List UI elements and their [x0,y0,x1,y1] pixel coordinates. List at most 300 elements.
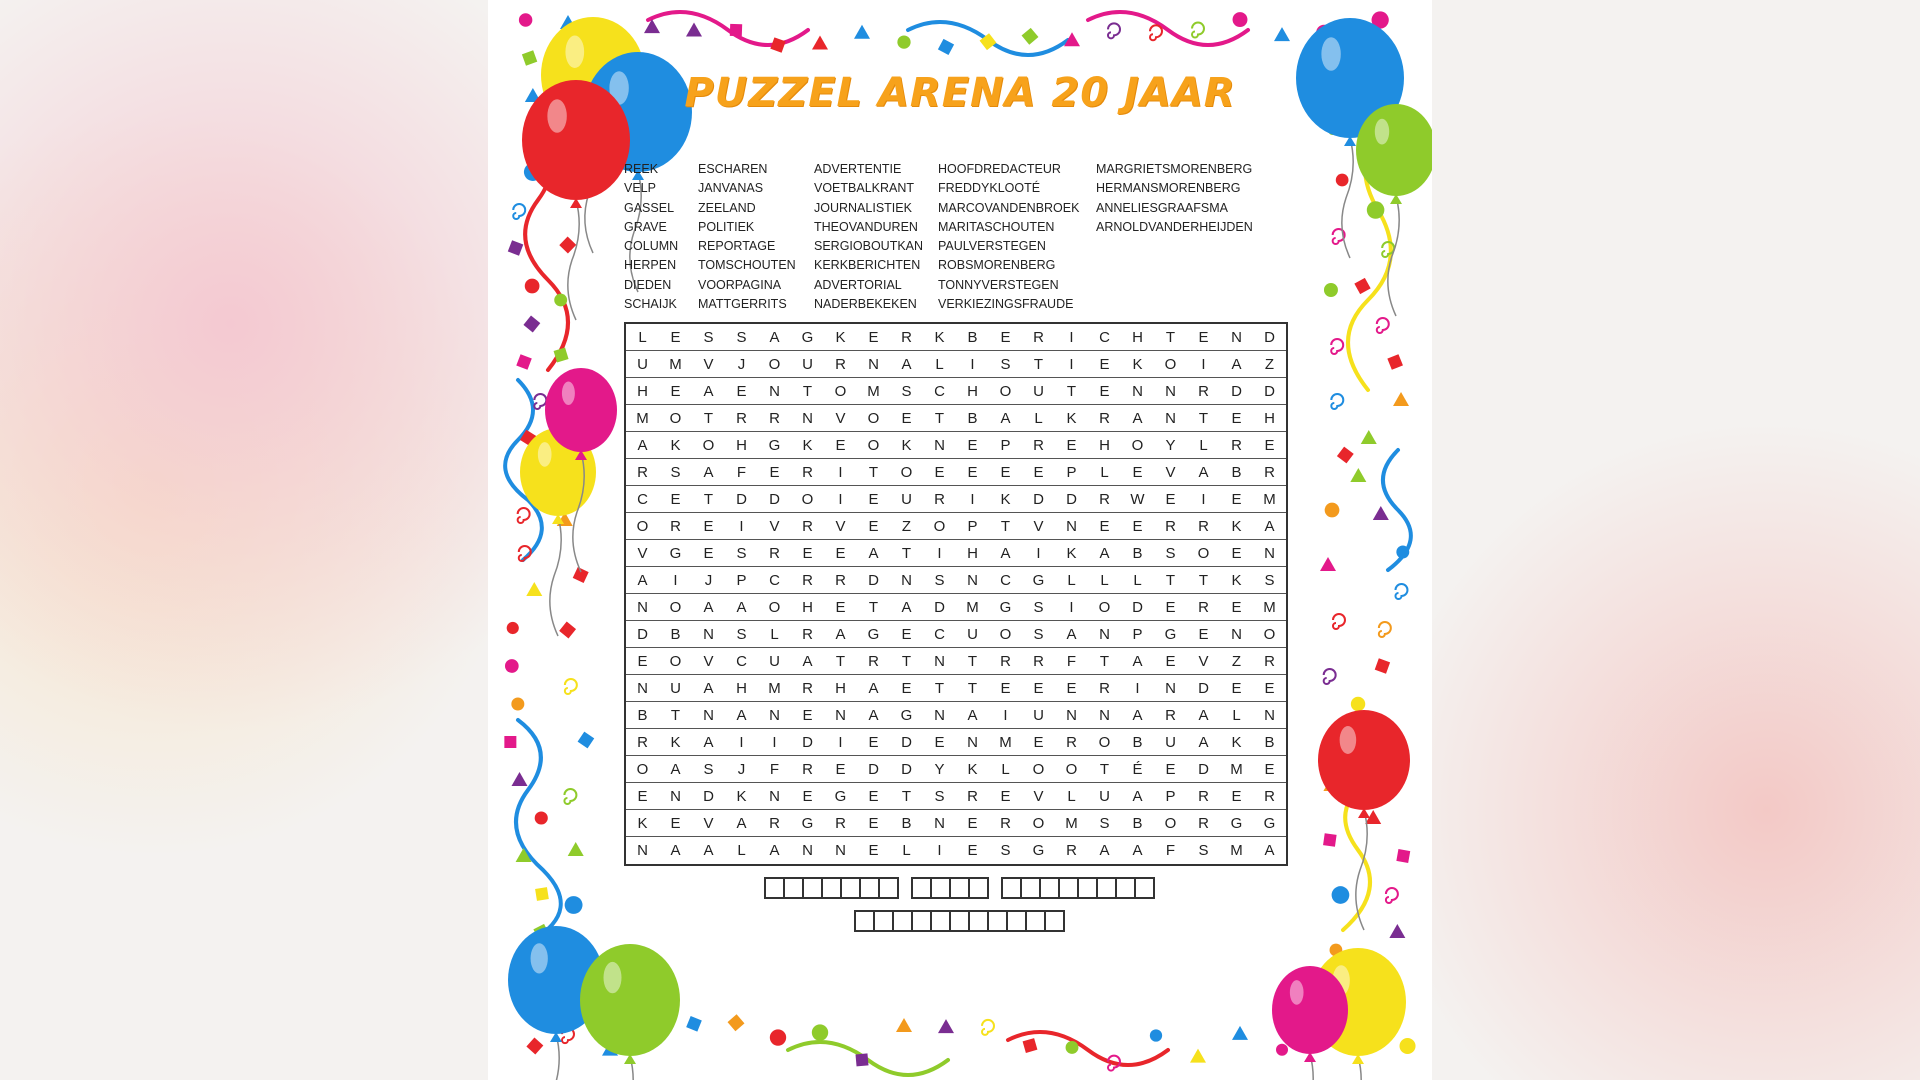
grid-letter[interactable]: H [725,675,758,702]
grid-letter[interactable]: S [1022,594,1055,621]
grid-letter[interactable]: B [956,324,989,351]
grid-letter[interactable]: N [1220,621,1253,648]
grid-letter[interactable]: O [1154,351,1187,378]
grid-letter[interactable]: S [692,756,725,783]
grid-letter[interactable]: E [659,378,692,405]
grid-letter[interactable]: B [1121,729,1154,756]
grid-letter[interactable]: G [824,783,857,810]
grid-letter[interactable]: M [1253,486,1286,513]
grid-letter[interactable]: A [692,594,725,621]
answer-letter-box[interactable] [802,877,823,899]
grid-letter[interactable]: E [1253,675,1286,702]
grid-letter[interactable]: E [1088,351,1121,378]
grid-letter[interactable]: D [857,567,890,594]
grid-letter[interactable]: I [1121,675,1154,702]
grid-letter[interactable]: E [824,432,857,459]
grid-letter[interactable]: N [637,842,648,859]
grid-letter[interactable]: K [1220,729,1253,756]
grid-letter[interactable]: O [1022,756,1055,783]
grid-letter[interactable]: S [1022,621,1055,648]
grid-letter[interactable]: S [1088,810,1121,837]
grid-letter[interactable]: A [890,351,923,378]
grid-letter[interactable]: M [857,378,890,405]
grid-letter[interactable]: V [1022,513,1055,540]
grid-letter[interactable]: H [1121,324,1154,351]
grid-letter[interactable]: R [626,729,659,756]
grid-letter[interactable]: T [890,540,923,567]
grid-letter[interactable]: N [626,594,659,621]
grid-letter[interactable]: A [857,675,890,702]
answer-letter-box[interactable] [949,877,970,899]
grid-letter[interactable]: I [824,486,857,513]
grid-letter[interactable]: I [824,729,857,756]
grid-letter[interactable]: R [1187,513,1220,540]
grid-letter[interactable]: R [1055,729,1088,756]
grid-letter[interactable]: E [1088,513,1121,540]
grid-letter[interactable]: D [1253,324,1286,351]
grid-letter[interactable]: E [1154,486,1187,513]
grid-letter[interactable]: K [791,432,824,459]
grid-letter[interactable]: H [791,594,824,621]
grid-letter[interactable]: A [1121,702,1154,729]
grid-letter[interactable]: O [989,378,1022,405]
grid-letter[interactable]: D [890,756,923,783]
grid-letter[interactable]: T [857,594,890,621]
grid-letter[interactable]: K [1220,567,1253,594]
grid-letter[interactable]: D [923,594,956,621]
answer-letter-box[interactable] [949,910,970,932]
grid-letter[interactable]: B [659,621,692,648]
answer-letter-box[interactable] [1020,877,1041,899]
grid-letter[interactable]: A [769,842,780,859]
grid-letter[interactable]: N [1055,513,1088,540]
answer-letter-box[interactable] [1134,877,1155,899]
grid-letter[interactable]: D [1187,756,1220,783]
grid-letter[interactable]: E [1088,378,1121,405]
grid-letter[interactable]: B [890,810,923,837]
grid-letter[interactable]: U [626,351,659,378]
grid-letter[interactable]: R [824,567,857,594]
grid-letter[interactable]: M [758,675,791,702]
grid-letter[interactable]: A [956,702,989,729]
grid-letter[interactable]: R [1154,702,1187,729]
grid-letter[interactable]: A [692,378,725,405]
answer-letter-box[interactable] [968,910,989,932]
grid-letter[interactable]: C [626,486,659,513]
grid-letter[interactable]: N [1154,378,1187,405]
grid-letter[interactable]: A [725,810,758,837]
grid-letter[interactable]: V [824,405,857,432]
answer-letter-box[interactable] [1039,877,1060,899]
grid-letter[interactable]: S [725,621,758,648]
grid-letter[interactable]: F [1055,648,1088,675]
answer-letter-box[interactable] [854,910,875,932]
grid-letter[interactable]: T [1055,378,1088,405]
grid-letter[interactable]: E [1154,648,1187,675]
grid-letter[interactable]: C [758,567,791,594]
grid-letter[interactable]: H [626,378,659,405]
grid-letter[interactable]: N [956,567,989,594]
grid-letter[interactable]: N [1154,675,1187,702]
grid-letter[interactable]: K [1121,351,1154,378]
grid-letter[interactable]: I [824,459,857,486]
grid-letter[interactable]: D [1253,378,1286,405]
grid-letter[interactable]: I [758,729,791,756]
grid-letter[interactable]: A [824,621,857,648]
grid-letter[interactable]: O [989,621,1022,648]
grid-letter[interactable]: C [923,621,956,648]
grid-letter[interactable]: R [758,540,791,567]
grid-letter[interactable]: I [725,729,758,756]
grid-letter[interactable]: A [989,540,1022,567]
grid-letter[interactable]: E [956,810,989,837]
grid-letter[interactable]: E [626,648,659,675]
grid-letter[interactable]: T [1187,405,1220,432]
grid-letter[interactable]: L [1055,567,1088,594]
grid-letter[interactable]: O [626,513,659,540]
grid-letter[interactable]: D [857,756,890,783]
grid-letter[interactable]: L [1088,459,1121,486]
grid-letter[interactable]: I [1055,351,1088,378]
grid-letter[interactable]: K [1055,540,1088,567]
answer-letter-box[interactable] [1077,877,1098,899]
grid-letter[interactable]: N [923,810,956,837]
grid-letter[interactable]: R [1088,486,1121,513]
grid-letter[interactable]: R [1088,405,1121,432]
grid-letter[interactable]: T [1088,756,1121,783]
grid-letter[interactable]: N [1055,702,1088,729]
grid-letter[interactable]: E [857,486,890,513]
grid-letter[interactable]: J [725,756,758,783]
grid-letter[interactable]: A [1121,783,1154,810]
grid-letter[interactable]: U [1022,378,1055,405]
grid-letter[interactable]: L [1187,432,1220,459]
grid-letter[interactable]: L [902,842,911,859]
answer-letter-box[interactable] [911,877,932,899]
grid-letter[interactable]: E [626,783,659,810]
grid-letter[interactable]: P [956,513,989,540]
grid-letter[interactable]: C [989,567,1022,594]
grid-letter[interactable]: V [692,648,725,675]
grid-letter[interactable]: G [1032,842,1045,859]
grid-letter[interactable]: F [758,756,791,783]
grid-letter[interactable]: H [1253,405,1286,432]
grid-letter[interactable]: B [1121,540,1154,567]
grid-letter[interactable]: A [725,702,758,729]
grid-letter[interactable]: S [725,324,758,351]
grid-letter[interactable]: K [626,810,659,837]
grid-letter[interactable]: A [1253,513,1286,540]
grid-letter[interactable]: G [659,540,692,567]
grid-letter[interactable]: S [923,783,956,810]
grid-letter[interactable]: D [1187,675,1220,702]
grid-letter[interactable]: E [890,621,923,648]
grid-letter[interactable]: N [1220,324,1253,351]
grid-letter[interactable]: B [1220,459,1253,486]
grid-letter[interactable]: M [1230,842,1243,859]
grid-letter[interactable]: E [857,810,890,837]
grid-letter[interactable]: G [1220,810,1253,837]
grid-letter[interactable]: M [1253,594,1286,621]
grid-letter[interactable]: S [1000,842,1011,859]
grid-letter[interactable]: E [692,540,725,567]
grid-letter[interactable]: E [1022,729,1055,756]
grid-letter[interactable]: M [626,405,659,432]
grid-letter[interactable]: T [692,405,725,432]
grid-letter[interactable]: M [659,351,692,378]
grid-letter[interactable]: O [824,378,857,405]
grid-letter[interactable]: D [1121,594,1154,621]
grid-letter[interactable]: T [956,648,989,675]
grid-letter[interactable]: A [725,594,758,621]
grid-letter[interactable]: E [692,513,725,540]
grid-letter[interactable]: R [1253,459,1286,486]
grid-letter[interactable]: R [824,810,857,837]
grid-letter[interactable]: S [989,351,1022,378]
grid-letter[interactable]: K [890,432,923,459]
grid-letter[interactable]: Y [923,756,956,783]
grid-letter[interactable]: N [923,432,956,459]
grid-letter[interactable]: C [923,378,956,405]
grid-letter[interactable]: M [1220,756,1253,783]
grid-letter[interactable]: G [1154,621,1187,648]
grid-letter[interactable]: R [857,648,890,675]
grid-letter[interactable]: E [1154,756,1187,783]
grid-letter[interactable]: R [989,810,1022,837]
grid-letter[interactable]: G [791,324,824,351]
grid-letter[interactable]: A [670,842,681,859]
grid-letter[interactable]: H [824,675,857,702]
grid-letter[interactable]: O [659,594,692,621]
answer-letter-box[interactable] [878,877,899,899]
grid-letter[interactable]: B [1253,729,1286,756]
grid-letter[interactable]: I [989,702,1022,729]
grid-letter[interactable]: A [1187,459,1220,486]
grid-letter[interactable]: E [868,842,879,859]
grid-letter[interactable]: O [1187,540,1220,567]
grid-letter[interactable]: U [956,621,989,648]
answer-letter-box[interactable] [968,877,989,899]
grid-letter[interactable]: L [758,621,791,648]
grid-letter[interactable]: D [1055,486,1088,513]
grid-letter[interactable]: A [1055,621,1088,648]
grid-letter[interactable]: S [1198,842,1209,859]
grid-letter[interactable]: K [725,783,758,810]
grid-letter[interactable]: O [758,594,791,621]
grid-letter[interactable]: A [890,594,923,621]
grid-letter[interactable]: S [692,324,725,351]
grid-letter[interactable]: N [1088,621,1121,648]
grid-letter[interactable]: B [1121,810,1154,837]
grid-letter[interactable]: D [890,729,923,756]
grid-letter[interactable]: O [758,351,791,378]
grid-letter[interactable]: V [626,540,659,567]
grid-letter[interactable]: N [758,378,791,405]
grid-letter[interactable]: H [725,432,758,459]
grid-letter[interactable]: R [1022,324,1055,351]
grid-letter[interactable]: R [791,675,824,702]
grid-letter[interactable]: Z [1220,648,1253,675]
grid-letter[interactable]: H [956,540,989,567]
grid-letter[interactable]: E [857,783,890,810]
answer-letter-box[interactable] [859,877,880,899]
grid-letter[interactable]: E [956,459,989,486]
grid-letter[interactable]: A [626,567,659,594]
grid-letter[interactable]: E [758,459,791,486]
grid-letter[interactable]: E [1187,621,1220,648]
grid-letter[interactable]: R [626,459,659,486]
grid-letter[interactable]: T [692,486,725,513]
grid-letter[interactable]: D [791,729,824,756]
grid-letter[interactable]: I [956,486,989,513]
grid-letter[interactable]: T [791,378,824,405]
grid-letter[interactable]: L [989,756,1022,783]
grid-letter[interactable]: N [956,729,989,756]
grid-letter[interactable]: R [956,783,989,810]
answer-letter-box[interactable] [764,877,785,899]
grid-letter[interactable]: P [725,567,758,594]
grid-letter[interactable]: E [989,459,1022,486]
grid-letter[interactable]: I [1022,540,1055,567]
grid-letter[interactable]: S [659,459,692,486]
answer-letter-box[interactable] [930,910,951,932]
grid-letter[interactable]: F [725,459,758,486]
grid-letter[interactable]: G [758,432,791,459]
grid-letter[interactable]: U [758,648,791,675]
grid-letter[interactable]: N [1253,540,1286,567]
grid-letter[interactable]: R [989,648,1022,675]
grid-letter[interactable]: G [1253,810,1286,837]
grid-letter[interactable]: P [1121,621,1154,648]
grid-letter[interactable]: B [626,702,659,729]
grid-letter[interactable]: E [791,783,824,810]
grid-letter[interactable]: E [989,675,1022,702]
grid-letter[interactable]: A [1187,729,1220,756]
grid-letter[interactable]: E [725,378,758,405]
grid-letter[interactable]: E [1253,432,1286,459]
grid-letter[interactable]: R [791,756,824,783]
grid-letter[interactable]: O [1121,432,1154,459]
grid-letter[interactable]: V [692,810,725,837]
grid-letter[interactable]: E [890,405,923,432]
grid-letter[interactable]: O [1154,810,1187,837]
grid-letter[interactable]: I [1187,486,1220,513]
grid-letter[interactable]: L [1022,405,1055,432]
grid-letter[interactable]: K [956,756,989,783]
grid-letter[interactable]: R [659,513,692,540]
grid-letter[interactable]: S [725,540,758,567]
grid-letter[interactable]: E [791,540,824,567]
grid-letter[interactable]: E [824,540,857,567]
grid-letter[interactable]: K [824,324,857,351]
grid-letter[interactable]: U [1088,783,1121,810]
answer-letter-box[interactable] [840,877,861,899]
grid-letter[interactable]: G [989,594,1022,621]
grid-letter[interactable]: O [890,459,923,486]
grid-letter[interactable]: R [1220,432,1253,459]
grid-letter[interactable]: A [791,648,824,675]
grid-letter[interactable]: Z [890,513,923,540]
grid-letter[interactable]: T [1154,324,1187,351]
grid-letter[interactable]: I [956,351,989,378]
grid-letter[interactable]: E [659,486,692,513]
grid-letter[interactable]: B [956,405,989,432]
grid-letter[interactable]: E [1022,459,1055,486]
grid-letter[interactable]: E [1187,324,1220,351]
grid-letter[interactable]: E [1154,594,1187,621]
grid-letter[interactable]: M [989,729,1022,756]
grid-letter[interactable]: E [659,324,692,351]
grid-letter[interactable]: N [1088,702,1121,729]
grid-letter[interactable]: L [737,842,746,859]
grid-letter[interactable]: P [1154,783,1187,810]
grid-letter[interactable]: K [1220,513,1253,540]
grid-letter[interactable]: A [1187,702,1220,729]
grid-letter[interactable]: A [692,729,725,756]
grid-letter[interactable]: A [692,675,725,702]
grid-letter[interactable]: R [1088,675,1121,702]
grid-letter[interactable]: A [703,842,714,859]
grid-letter[interactable]: A [1121,405,1154,432]
grid-letter[interactable]: E [967,842,978,859]
grid-letter[interactable]: E [1220,486,1253,513]
grid-letter[interactable]: C [1088,324,1121,351]
answer-letter-box[interactable] [987,910,1008,932]
grid-letter[interactable]: E [1220,594,1253,621]
grid-letter[interactable]: R [725,405,758,432]
grid-letter[interactable]: R [1154,513,1187,540]
grid-letter[interactable]: E [1220,675,1253,702]
grid-letter[interactable]: E [956,432,989,459]
grid-letter[interactable]: N [758,702,791,729]
answer-letter-box[interactable] [911,910,932,932]
grid-letter[interactable]: W [1121,486,1154,513]
grid-letter[interactable]: N [802,842,813,859]
grid-letter[interactable]: D [626,621,659,648]
grid-letter[interactable]: O [1088,729,1121,756]
grid-letter[interactable]: N [890,567,923,594]
grid-letter[interactable]: N [659,783,692,810]
grid-letter[interactable]: I [659,567,692,594]
grid-letter[interactable]: U [659,675,692,702]
grid-letter[interactable]: V [824,513,857,540]
grid-letter[interactable]: T [659,702,692,729]
grid-letter[interactable]: E [989,324,1022,351]
grid-letter[interactable]: H [956,378,989,405]
grid-letter[interactable]: N [692,702,725,729]
grid-letter[interactable]: E [1220,405,1253,432]
grid-letter[interactable]: T [1187,567,1220,594]
grid-letter[interactable]: K [989,486,1022,513]
grid-letter[interactable]: D [725,486,758,513]
grid-letter[interactable]: T [857,459,890,486]
grid-letter[interactable]: E [890,675,923,702]
grid-letter[interactable]: E [923,459,956,486]
grid-letter[interactable]: G [857,621,890,648]
grid-letter[interactable]: T [1022,351,1055,378]
grid-letter[interactable]: R [890,324,923,351]
grid-letter[interactable]: T [989,513,1022,540]
grid-letter[interactable]: D [692,783,725,810]
grid-letter[interactable]: I [1055,324,1088,351]
grid-letter[interactable]: E [923,729,956,756]
answer-letter-box[interactable] [873,910,894,932]
answer-letter-box[interactable] [1115,877,1136,899]
grid-letter[interactable]: V [692,351,725,378]
grid-letter[interactable]: I [1055,594,1088,621]
grid-letter[interactable]: R [923,486,956,513]
grid-letter[interactable]: A [626,432,659,459]
